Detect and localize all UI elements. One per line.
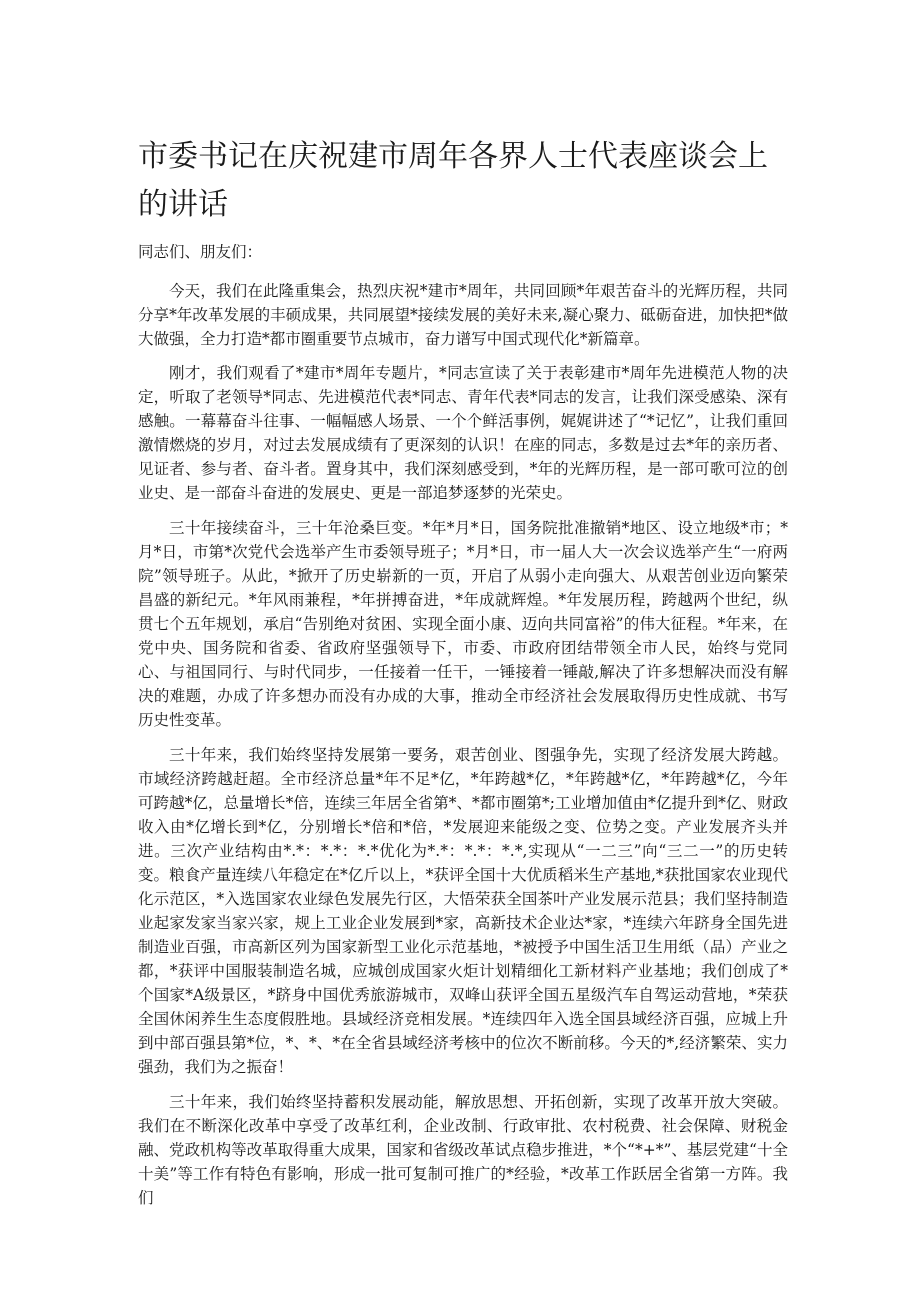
document-title: 市委书记在庆祝建市周年各界人士代表座谈会上的讲话 (138, 139, 768, 222)
paragraph-1: 今天，我们在此隆重集会，热烈庆祝*建市*周年，共同回顾*年艰苦奋斗的光辉历程，共同分享*年改革发展的丰硕成果，共同展望*接续发展的美好未来,凝心聚力、砥砺奋进，加快把*做大做强，全力打造*都市圈重要节点城市，奋力谱写中国式现代化*新篇章。 (138, 282, 788, 348)
greeting: 同志们、朋友们： (138, 243, 263, 261)
paragraph-2: 刚才，我们观看了*建市*周年专题片，*同志宣读了关于表彰建市*周年先进模范人物的决定，听取了老领导*同志、先进模范代表*同志、青年代表*同志的发言，让我们深受感染、深有感触。一幕幕奋斗往事、一幅幅感人场景、一个个鲜活事例，娓娓讲述了“*记忆”，让我们重回激情燃烧的岁月，对过去发展成绩有了更深刻的认识！在座的同志，多数是过去*年的亲历者、见证者、参与者、奋斗者。置身其中，我们深刻感受到，*年的光辉历程，是一部可歌可泣的创业史、是一部奋斗奋进的发展史、更是一部追梦逐梦的光荣史。 (138, 364, 788, 502)
paragraph-4: 三十年来，我们始终坚持发展第一要务，艰苦创业、图强争先，实现了经济发展大跨越。市域经济跨越赶超。全市经济总量*年不足*亿，*年跨越*亿，*年跨越*亿，*年跨越*亿，今年可跨越*亿，总量增长*倍，连续三年居全省第*、*都市圈第*;工业增加值由*亿提升到*亿、财政收入由*亿增长到*亿，分别增长*倍和*倍，*发展迎来能级之变、位势之变。产业发展齐头并进。三次产业结构由*.*：*.*：*.*优化为*.*：*.*：*.*,实现从“一二三”向“三二一”的历史转变。粮食产量连续八年稳定在*亿斤以上，*获评全国十大优质稻米生产基地,*获批国家农业现代化示范区，*入选国家农业绿色发展先行区，大悟荣获全国茶叶产业发展示范县；我们坚持制造业起家发家当家兴家，规上工业企业发展到*家，高新技术企业达*家，*连续六年跻身全国先进制造业百强，市高新区列为国家新型工业化示范基地，*被授予中国生活卫生用纸（品）产业之都，*获评中国服装制造名城，应城创成国家火炬计划精细化工新材料产业基地；我们创成了*个国家*A级景区，*跻身中国优秀旅游城市，双峰山获评全国五星级汽车自驾运动营地，*荣获全国休闲养生生态度假胜地。县域经济竞相发展。*连续四年入选全国县域经济百强，应城上升到中部百强县第*位，*、*、*在全省县域经济考核中的位次不断前移。今天的*,经济繁荣、实力强劲，我们为之振奋！ (138, 746, 788, 1076)
paragraph-3: 三十年接续奋斗，三十年沧桑巨变。*年*月*日，国务院批准撤销*地区、设立地级*市；*月*日，市第*次党代会选举产生市委领导班子；*月*日，市一届人大一次会议选举产生“一府两院”领导班子。从此，*掀开了历史崭新的一页，开启了从弱小走向强大、从艰苦创业迈向繁荣昌盛的新纪元。*年风雨兼程，*年拼搏奋进，*年成就辉煌。*年发展历程，跨越两个世纪，纵贯七个五年规划，承启“告别绝对贫困、实现全面小康、迈向共同富裕”的伟大征程。*年来，在党中央、国务院和省委、省政府坚强领导下，市委、市政府团结带领全市人民，始终与党同心、与祖国同行、与时代同步，一任接着一任干，一锤接着一锤敲,解决了许多想解决而没有解决的难题，办成了许多想办而没有办成的大事，推动全市经济社会发展取得历史性成就、书写历史性变革。 (138, 519, 788, 729)
paragraph-5: 三十年来，我们始终坚持蓄积发展动能，解放思想、开拓创新，实现了改革开放大突破。我们在不断深化改革中享受了改革红利，企业改制、行政审批、农村税费、社会保障、财税金融、党政机构等改革取得重大成果，国家和省级改革试点稳步推进，*个“*+*”、基层党建“十全十美”等工作有特色有影响，形成一批可复制可推广的*经验，*改革工作跃居全省第一方阵。我们 (138, 1093, 788, 1207)
